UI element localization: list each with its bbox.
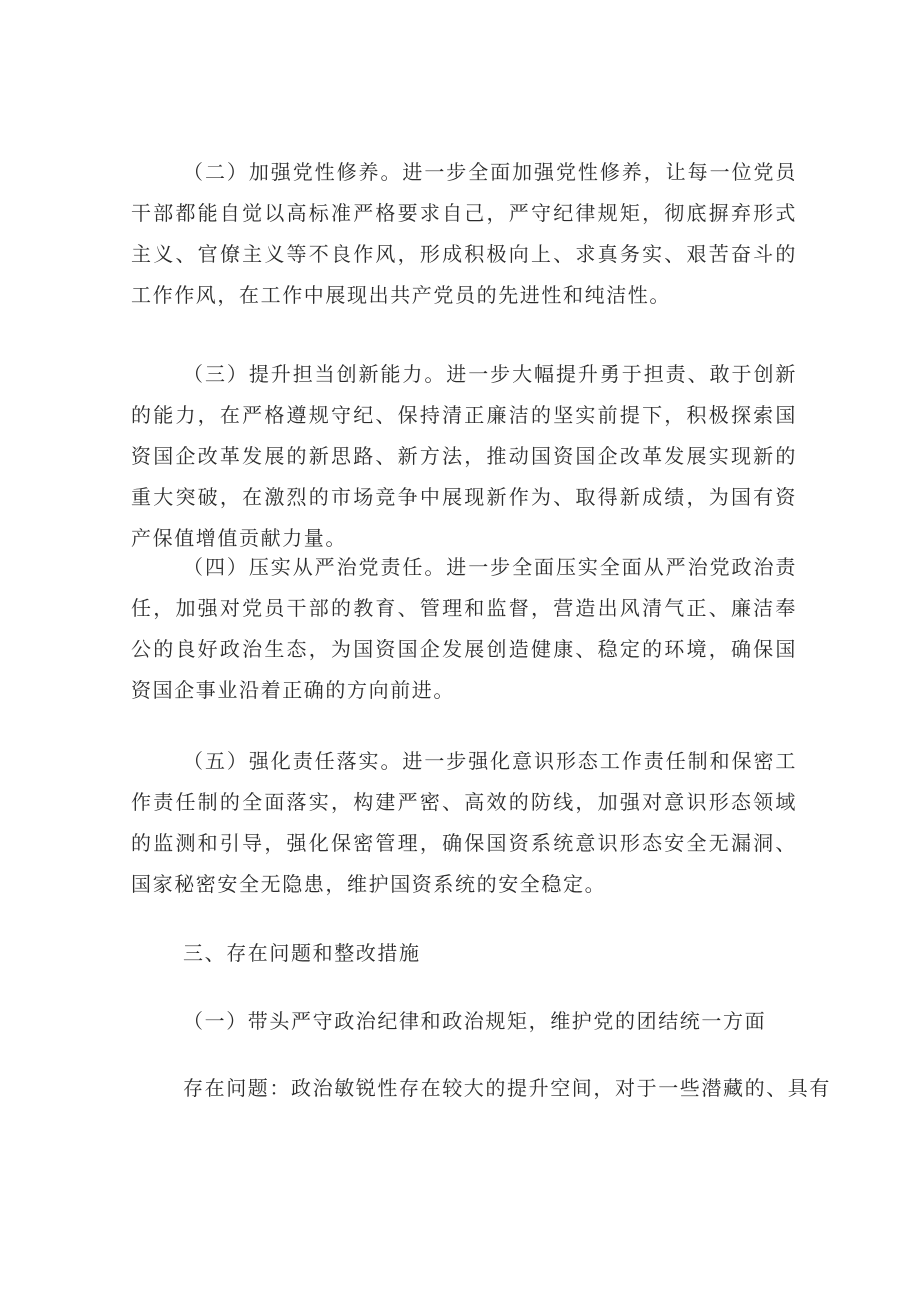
problem-paragraph: 存在问题：政治敏锐性存在较大的提升空间，对于一些潜藏的、具有: [183, 1076, 831, 1100]
problem-paragraph-block: [131, 1068, 831, 1109]
paragraph-text: （四）压实从严治党责任。进一步全面压实全面从严治党政治责任，加强对党员干部的教育、管理和监督，营造出风清气正、廉洁奉公的良好政治生态，为国资国企发展创造健康、稳定的环境，确保国资国企事业沿着正确的方向前进。: [131, 555, 797, 702]
section-heading: 三、存在问题和整改措施: [183, 941, 421, 965]
subsection-heading: （一）带头严守政治纪律和政治规矩，维护党的团结统一方面: [183, 1009, 767, 1033]
paragraph-strict-party-governance: [131, 547, 797, 711]
paragraph-improve-innovation-capacity: [131, 354, 797, 559]
subsection-heading-block: [131, 1001, 797, 1042]
section-heading-block: [131, 933, 797, 974]
paragraph-text: （五）强化责任落实。进一步强化意识形态工作责任制和保密工作责任制的全面落实，构建严密、高效的防线，加强对意识形态领域的监测和引导，强化保密管理，确保国资系统意识形态安全无漏洞、国家秘密安全无隐患，维护国资系统的安全稳定。: [131, 749, 797, 896]
paragraph-text: （二）加强党性修养。进一步全面加强党性修养，让每一位党员干部都能自觉以高标准严格要求自己，严守纪律规矩，彻底摒弃形式主义、官僚主义等不良作风，形成积极向上、求真务实、艰苦奋斗的工作作风，在工作中展现出共产党员的先进性和纯洁性。: [131, 160, 797, 307]
paragraph-strengthen-responsibility: [131, 741, 797, 905]
paragraph-strengthen-party-spirit: [131, 152, 797, 316]
paragraph-text: （三）提升担当创新能力。进一步大幅提升勇于担责、敢于创新的能力，在严格遵规守纪、保持清正廉洁的坚实前提下，积极探索国资国企改革发展的新思路、新方法，推动国资国企改革发展实现新的重大突破，在激烈的市场竞争中展现新作为、取得新成绩，为国有资产保值增值贡献力量。: [131, 362, 797, 550]
